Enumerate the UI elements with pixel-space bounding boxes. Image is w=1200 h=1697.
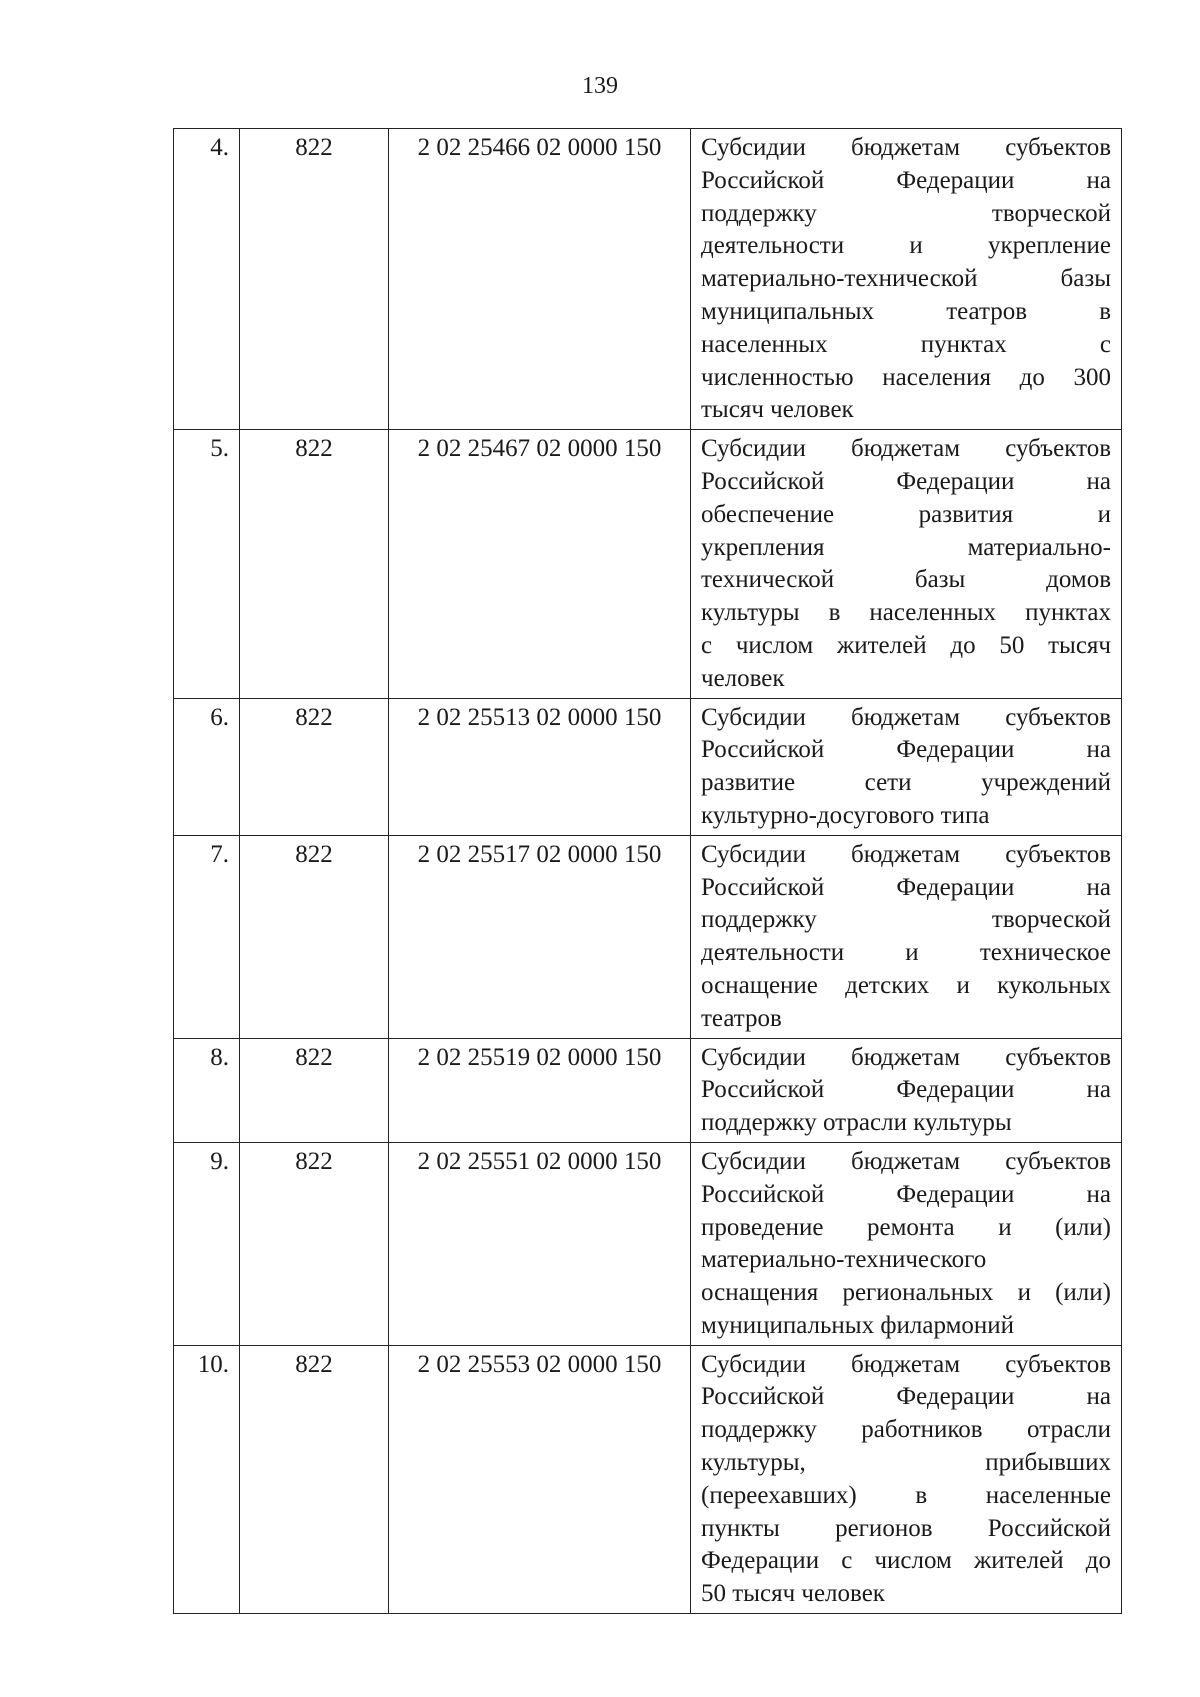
description-line: культуры, прибывших — [701, 1449, 1111, 1477]
description-line: Субсидии бюджетам субъектов — [701, 840, 1111, 868]
kbk-code-cell: 2 02 25519 02 0000 150 — [389, 1038, 691, 1142]
page-number: 139 — [582, 73, 618, 99]
description-line: укрепления материально- — [701, 533, 1111, 561]
description-line: Российской Федерации на — [701, 736, 1111, 764]
description-line: (переехавших) в населенные — [701, 1481, 1111, 1509]
description-line: тысяч человек — [701, 396, 854, 424]
description-line: Российской Федерации на — [701, 1383, 1111, 1411]
description-line: культуры в населенных пунктах — [701, 599, 1111, 627]
row-number-cell: 8. — [174, 1038, 240, 1142]
kbk-code-cell: 2 02 25466 02 0000 150 — [389, 129, 691, 430]
table-row — [174, 835, 1122, 1038]
table-row — [174, 1142, 1122, 1345]
description-line: культурно-досугового типа — [701, 801, 990, 829]
kbk-code-cell: 2 02 25551 02 0000 150 — [389, 1142, 691, 1345]
row-number-cell: 7. — [174, 835, 240, 1038]
description-line: Российской Федерации на — [701, 1180, 1111, 1208]
description-cell — [691, 1142, 1122, 1345]
row-number-cell: 10. — [174, 1345, 240, 1613]
description-cell — [691, 430, 1122, 698]
description-line: Российской Федерации на — [701, 166, 1111, 194]
description-line: Субсидии бюджетам субъектов — [701, 134, 1111, 161]
table-row — [174, 1038, 1122, 1142]
description-line: муниципальных театров в — [701, 297, 1111, 325]
admin-code-cell: 822 — [240, 1345, 389, 1613]
description-line: пункты регионов Российской — [701, 1514, 1111, 1542]
description-line: Субсидии бюджетам субъектов — [701, 1350, 1111, 1378]
description-line: Субсидии бюджетам субъектов — [701, 703, 1111, 731]
description-line: материально-технической базы — [701, 265, 1111, 293]
description-line: технической базы домов — [701, 566, 1111, 594]
description-cell — [691, 1038, 1122, 1142]
description-line: Субсидии бюджетам субъектов — [701, 1147, 1111, 1175]
description-line: деятельности и техническое — [701, 939, 1111, 967]
subsidies-table — [173, 128, 1122, 1614]
admin-code-cell: 822 — [240, 835, 389, 1038]
description-line: Федерации с числом жителей до — [701, 1547, 1111, 1575]
table-row — [174, 698, 1122, 835]
row-number-cell: 9. — [174, 1142, 240, 1345]
table-row — [174, 1345, 1122, 1613]
admin-code-cell: 822 — [240, 129, 389, 430]
description-line: деятельности и укрепление — [701, 232, 1111, 260]
description-cell — [691, 129, 1122, 430]
description-line: поддержку творческой — [701, 906, 1111, 934]
description-line: проведение ремонта и (или) — [701, 1213, 1111, 1241]
description-line: муниципальных филармоний — [701, 1311, 1015, 1339]
description-line: обеспечение развития и — [701, 500, 1111, 528]
description-line: Российской Федерации на — [701, 1076, 1111, 1104]
description-line: Субсидии бюджетам субъектов — [701, 1043, 1111, 1071]
table-row — [174, 129, 1122, 430]
kbk-code-cell: 2 02 25467 02 0000 150 — [389, 430, 691, 698]
description-cell — [691, 1345, 1122, 1613]
description-line: развитие сети учреждений — [701, 769, 1111, 797]
table-body — [174, 129, 1122, 1614]
description-line: поддержку отрасли культуры — [701, 1109, 1012, 1137]
description-line: населенных пунктах с — [701, 330, 1111, 358]
row-number-cell: 5. — [174, 430, 240, 698]
description-line: оснащение детских и кукольных — [701, 971, 1111, 999]
description-line: театров — [701, 1004, 782, 1032]
admin-code-cell: 822 — [240, 1142, 389, 1345]
description-line: поддержку творческой — [701, 199, 1111, 227]
admin-code-cell: 822 — [240, 430, 389, 698]
description-line: с числом жителей до 50 тысяч — [701, 631, 1111, 659]
description-line: поддержку работников отрасли — [701, 1416, 1111, 1444]
description-line: оснащения региональных и (или) — [701, 1279, 1111, 1307]
description-line: материально-технического — [701, 1246, 987, 1274]
row-number-cell: 4. — [174, 129, 240, 430]
kbk-code-cell: 2 02 25553 02 0000 150 — [389, 1345, 691, 1613]
description-line: Российской Федерации на — [701, 467, 1111, 495]
description-line: 50 тысяч человек — [701, 1580, 885, 1608]
kbk-code-cell: 2 02 25517 02 0000 150 — [389, 835, 691, 1038]
description-cell — [691, 698, 1122, 835]
admin-code-cell: 822 — [240, 1038, 389, 1142]
description-line: численностью населения до 300 — [701, 363, 1111, 391]
description-line: Субсидии бюджетам субъектов — [701, 435, 1111, 463]
row-number-cell: 6. — [174, 698, 240, 835]
admin-code-cell: 822 — [240, 698, 389, 835]
description-cell — [691, 835, 1122, 1038]
description-line: Российской Федерации на — [701, 873, 1111, 901]
description-line: человек — [701, 664, 785, 692]
table-row — [174, 430, 1122, 698]
kbk-code-cell: 2 02 25513 02 0000 150 — [389, 698, 691, 835]
